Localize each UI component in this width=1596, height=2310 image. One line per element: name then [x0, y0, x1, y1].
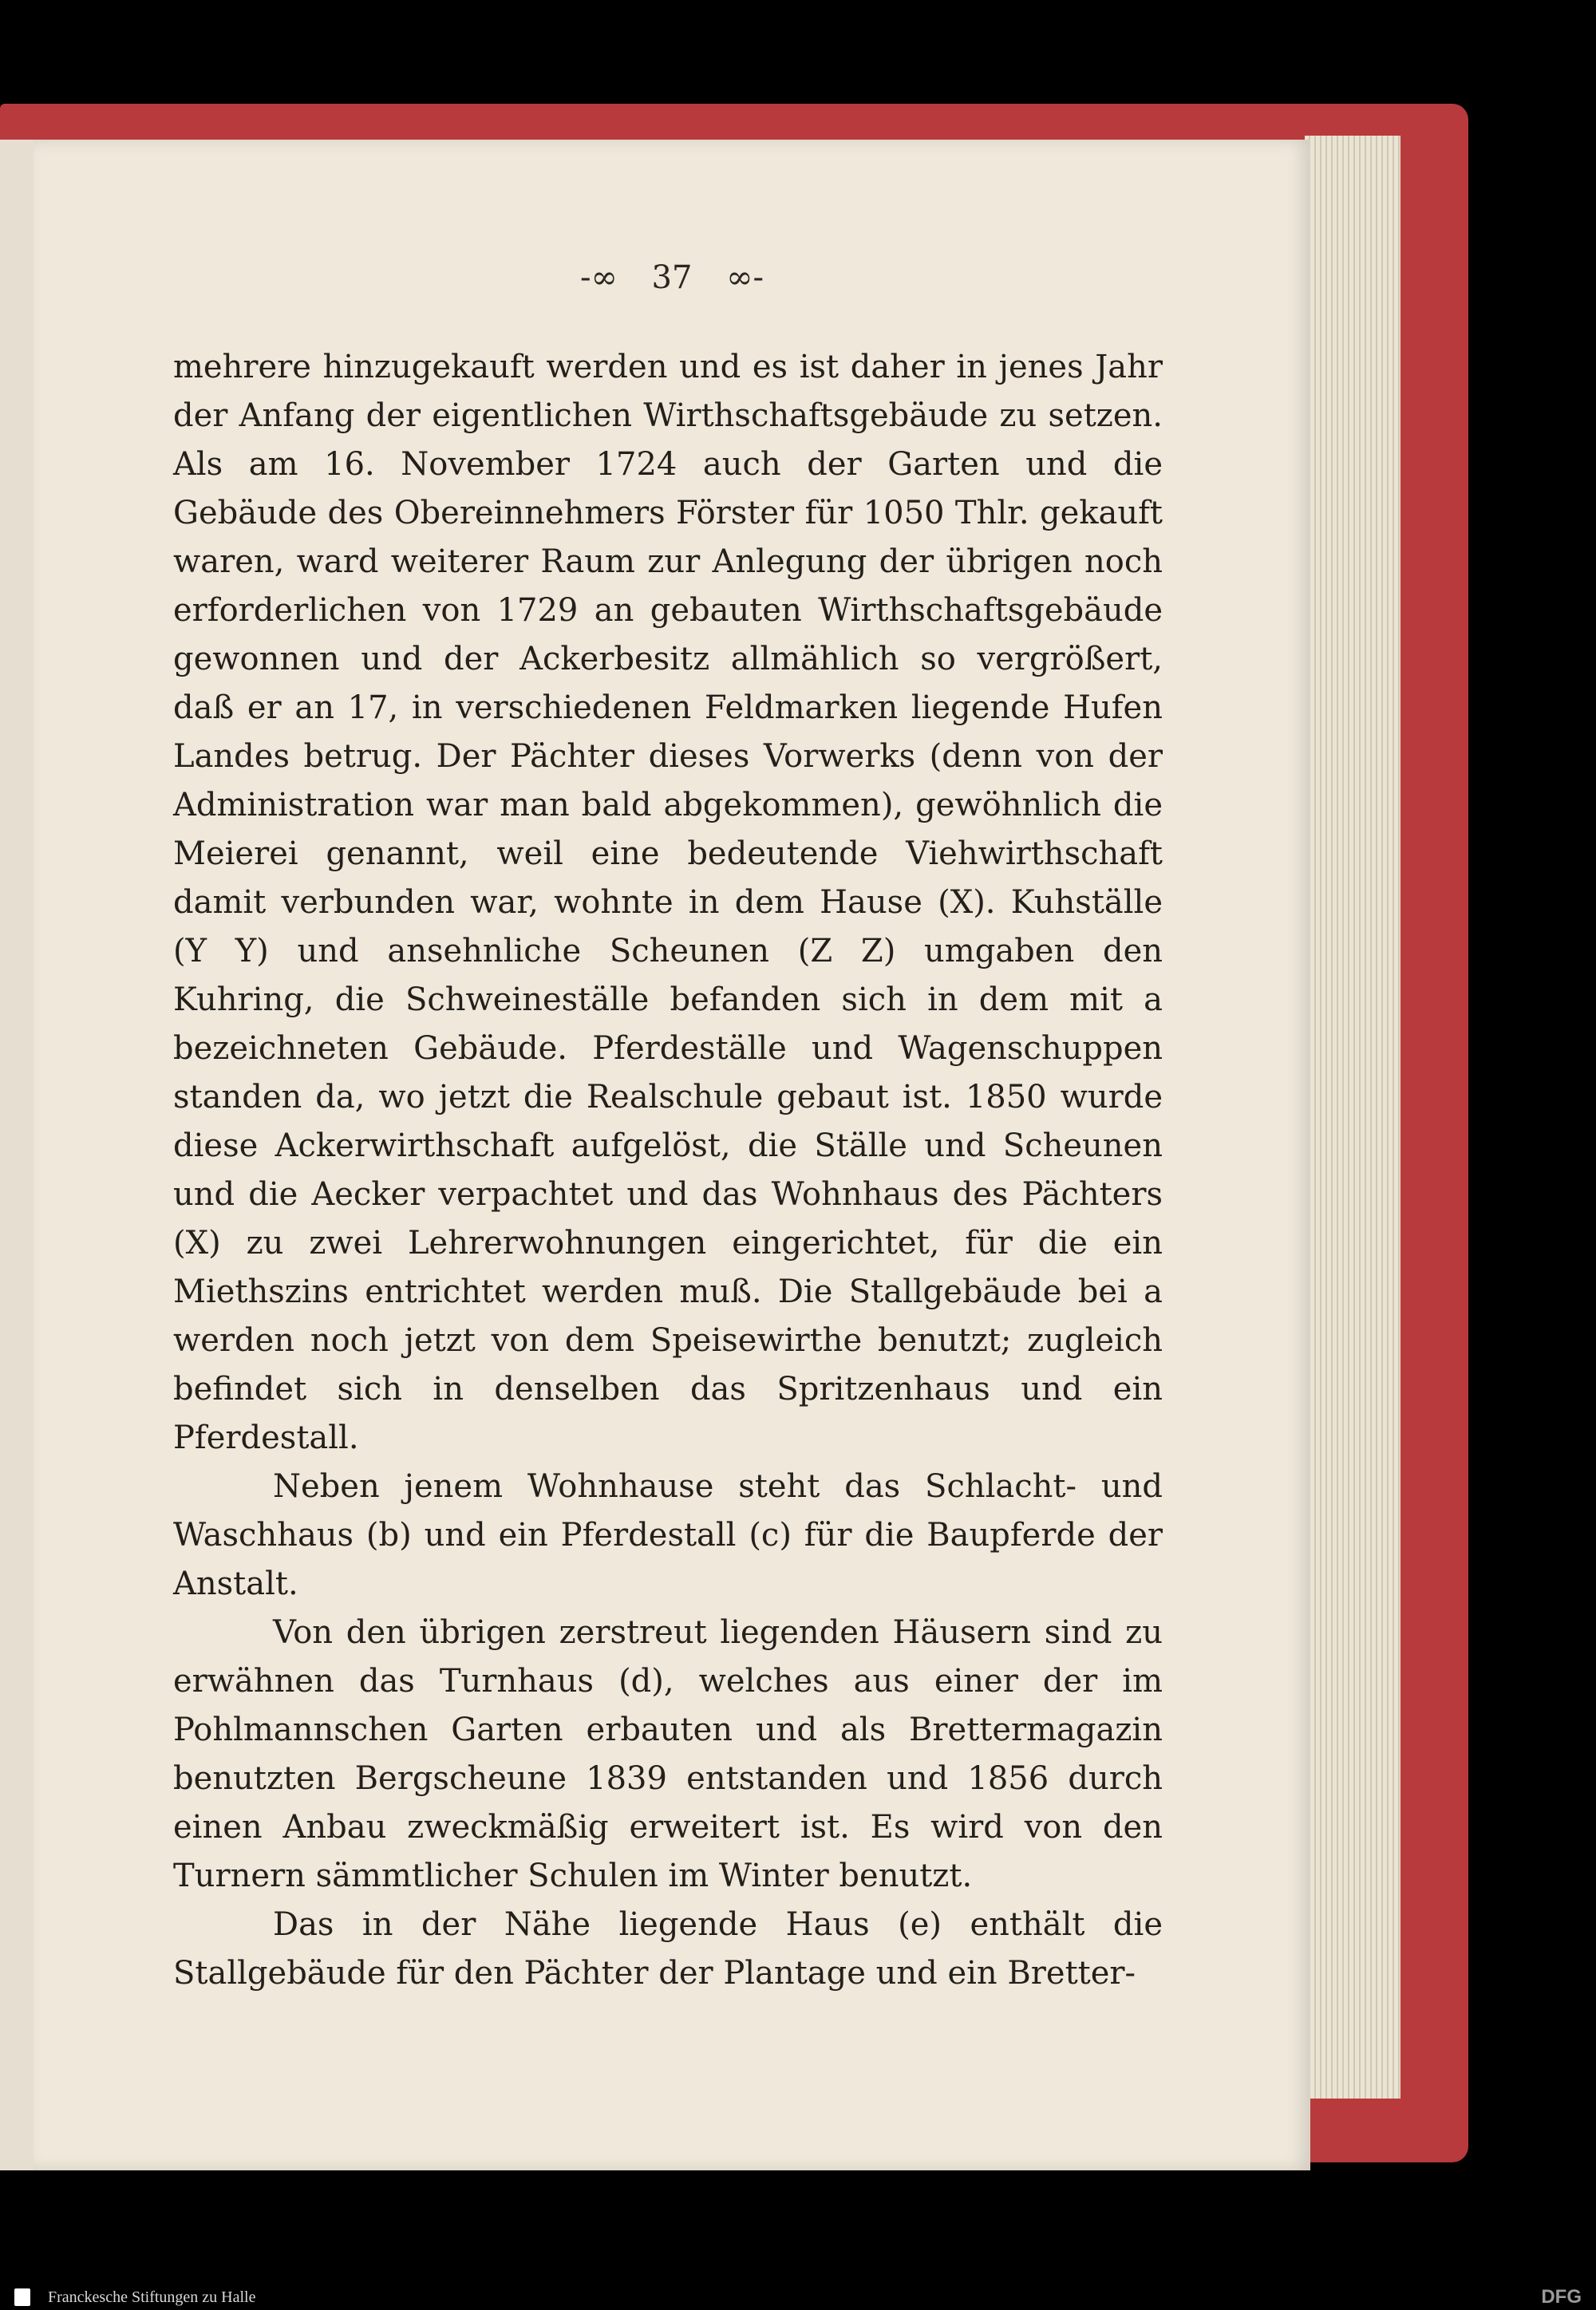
paragraph-1: mehrere hinzugekauft werden und es ist daher in jenes Jahr der Anfang der eigentlichen Wirthschaftsgebäude zu setzen. Als am 16. November 1724 auch der Garten und die Gebäude des Obereinnehmers Förster für 1050 Thlr. gekauft waren, ward weiterer Raum zur Anlegung der übrigen noch erforderlichen von 1729 an gebauten Wirthschaftsgebäude gewonnen und der Ackerbesitz allmählich so vergrößert, daß er an 17, in verschiedenen Feldmarken liegende Hufen Landes betrug. Der Pächter dieses Vorwerks (denn von der Administration war man bald abgekommen), gewöhnlich die Meierei genannt, weil eine bedeutende Viehwirthschaft damit verbunden war, wohnte in dem Hause (X). Kuhställe (Y Y) und ansehnliche Scheunen (Z Z) umgaben den Kuhring, die Schweineställe befanden sich in dem mit a bezeichneten Gebäude. Pferdeställe und Wagenschuppen standen da, wo jetzt die Realschule gebaut ist. 1850 wurde diese Ackerwirthschaft aufgelöst, die Ställe und Scheunen und die Aecker verpachtet und das Wohnhaus des Pächters (X) zu zwei Lehrerwohnungen eingerichtet, für die ein Miethszins entrichtet werden muß. Die Stallgebäude bei a werden noch jetzt von dem Speisewirthe benutzt; zugleich befindet sich in denselben das Spritzenhaus und ein Pferdestall. [173, 349, 1163, 1456]
ornament-right-icon: ∞- [726, 259, 764, 296]
page-number: 37 [651, 259, 693, 296]
institution-logo-icon [14, 2288, 30, 2306]
institution-name: Franckesche Stiftungen zu Halle [48, 2288, 256, 2306]
body-text [173, 343, 1163, 1998]
dfg-logo: DFG [1541, 2286, 1582, 2308]
book-page [34, 140, 1310, 2170]
previous-page-edge [0, 140, 34, 2170]
paragraph-2: Neben jenem Wohnhause steht das Schlacht- und Waschhaus (b) und ein Pferdestall (c) für die Baupferde der Anstalt. [173, 1468, 1163, 1602]
viewer-footer [0, 2284, 1596, 2310]
page-header [34, 259, 1310, 296]
paragraph-3: Von den übrigen zerstreut liegenden Häusern sind zu erwähnen das Turnhaus (d), welches aus einer der im Pohlmannschen Garten erbauten und als Brettermagazin benutzten Bergscheune 1839 entstanden und 1856 durch einen Anbau zweckmäßig erweitert ist. Es wird von den Turnern sämmtlicher Schulen im Winter benutzt. [173, 1614, 1163, 1894]
ornament-left-icon: -∞ [579, 259, 618, 296]
page-block-edges [1305, 136, 1400, 2099]
paragraph-4: Das in der Nähe liegende Haus (e) enthält die Stallgebäude für den Pächter der Plantage und ein Bretter- [173, 1906, 1163, 1992]
